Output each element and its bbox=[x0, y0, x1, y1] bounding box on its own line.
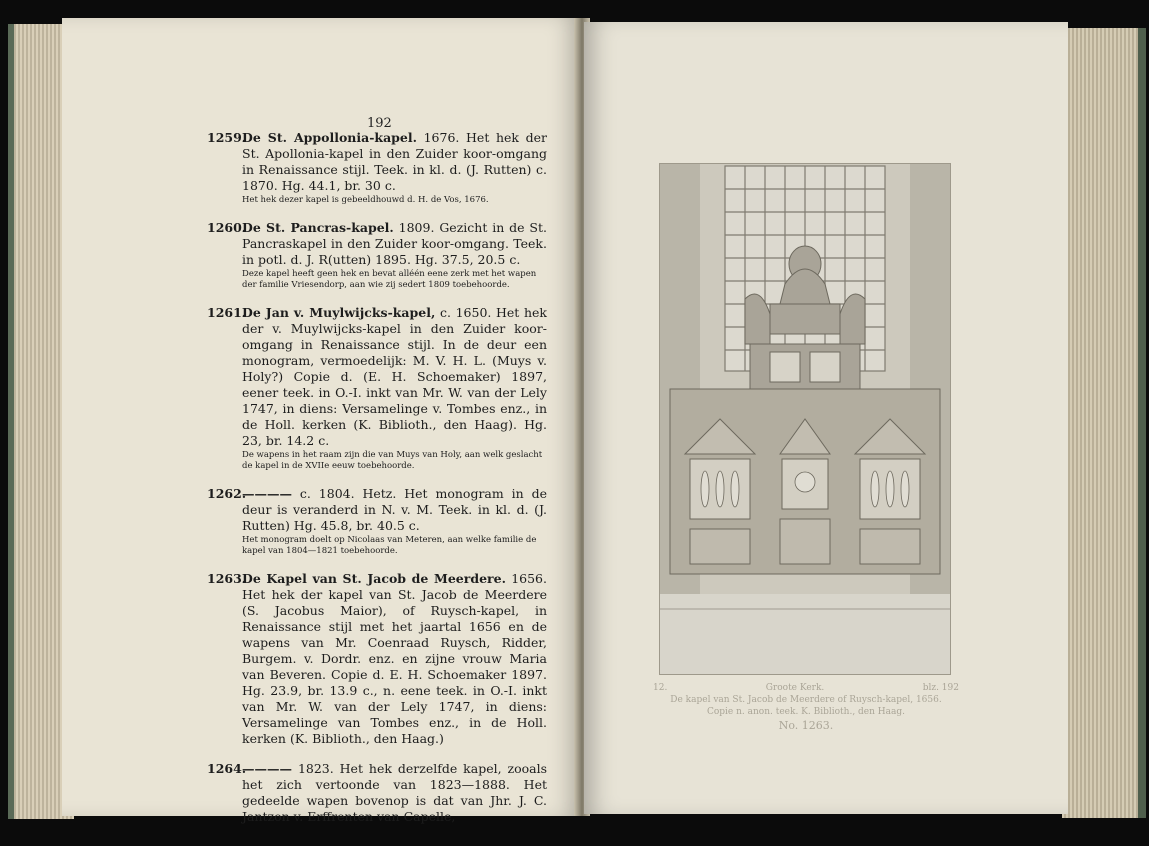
catalogue-entry bbox=[207, 220, 547, 291]
caption-line-2: Copie n. anon. teek. K. Biblioth., den Haag. bbox=[706, 707, 905, 717]
caption-plate-number: 12. bbox=[653, 683, 668, 693]
entry-number: 1264. bbox=[207, 761, 247, 776]
caption-page-ref: blz. 192 bbox=[922, 683, 959, 693]
caption-header bbox=[653, 682, 959, 694]
entry-text bbox=[212, 761, 547, 825]
catalogue-entry bbox=[207, 571, 547, 747]
entry-title: De Jan v. Muylwijcks-kapel, bbox=[242, 305, 436, 320]
entry-note: Het monogram doelt op Nicolaas van Meteren, aan welke familie de kapel van 1804—1821 toebehoorde. bbox=[242, 535, 537, 556]
entry-number: 1260. bbox=[207, 220, 247, 235]
entry-title: ———— bbox=[242, 761, 292, 776]
entry-body: 1656. Het hek der kapel van St. Jacob de Meerdere (S. Jacobus Maior), of Ruysch-kapel, in Renaissance stijl met het jaartal 1656 en de wapens van Mr. Coenraad Ruysch, Ridder, Burgem. v. Dordr. enz. en zijne vrouw Maria van Beveren. Copie d. E. H. Schoemaker 1897. Hg. 23.9, br. 13.9 c., n. eene teek. in O.-I. inkt van Mr. W. van der Lely 1747, in diens: Versamelinge van Tombes enz., in de Holl. kerken (K. Biblioth., den Haag.) bbox=[242, 571, 547, 746]
entry-text bbox=[212, 486, 547, 534]
entry-note: Het hek dezer kapel is gebeeldhouwd d. H. de Vos, 1676. bbox=[242, 195, 489, 205]
catalogue-entry bbox=[207, 305, 547, 472]
entry-title: De Kapel van St. Jacob de Meerdere. bbox=[242, 571, 506, 586]
entry-body: c. 1650. Het hek der v. Muylwijcks-kapel in den Zuider koor-omgang in Renaissance stijl. In de deur een monogram, vermoedelijk: M. V. H. L. (Muys v. Holy?) Copie d. (E. H. Schoemaker) 1897, eener teek. in O.-I. inkt van Mr. W. van der Lely 1747, in diens: Versamelinge v. Tombes enz., in de Holl. kerken (K. Biblioth., den Haag). Hg. 23, br. 14.2 c. bbox=[242, 305, 547, 448]
catalogue-entry bbox=[207, 761, 547, 825]
catalogue-entry bbox=[207, 486, 547, 557]
chapel-screen-illustration bbox=[660, 164, 950, 674]
entry-note: Deze kapel heeft geen hek en bevat alléén eene zerk met het wapen der familie Vriesendorp, aan wie zij sedert 1809 toebehoorde. bbox=[242, 269, 537, 290]
caption-line-1: De kapel van St. Jacob de Meerdere of Ruysch-kapel, 1656. bbox=[670, 695, 942, 705]
plate-illustration bbox=[659, 163, 951, 675]
entry-number: 1263. bbox=[207, 571, 247, 586]
entry-body: c. 1804. Hetz. Het monogram in de deur is veranderd in N. v. M. Teek. in kl. d. (J. Rutten) Hg. 45.8, br. 40.5 c. bbox=[242, 486, 547, 533]
entry-number: 1262. bbox=[207, 486, 247, 501]
entry-body: 1809. Gezicht in de St. Pancraskapel in den Zuider koor-omgang. Teek. in potl. d. J. R(utten) 1895. Hg. 37.5, 20.5 c. bbox=[242, 220, 547, 267]
caption-title: Groote Kerk. bbox=[765, 683, 825, 693]
plate-caption bbox=[653, 682, 959, 732]
entry-number: 1261. bbox=[207, 305, 247, 320]
entry-text bbox=[212, 130, 547, 194]
entry-title: De St. Appollonia-kapel. bbox=[242, 130, 417, 145]
page-number: 192 bbox=[367, 116, 392, 131]
caption-catalogue-number: No. 1263. bbox=[778, 719, 834, 732]
entry-title: De St. Pancras-kapel. bbox=[242, 220, 394, 235]
entry-body: 1676. Het hek der St. Apollonia-kapel in den Zuider koor-omgang in Renaissance stijl. Teek. in kl. d. (J. Rutten) c. 1870. Hg. 44.1, br. 30 c. bbox=[242, 130, 547, 193]
book-edge-right bbox=[1062, 28, 1146, 818]
entry-text bbox=[212, 571, 547, 747]
catalogue-entries bbox=[207, 130, 547, 839]
entry-title: ———— bbox=[242, 486, 292, 501]
catalogue-entry bbox=[207, 130, 547, 206]
entry-body: 1823. Het hek derzelfde kapel, zooals het zich vertoonde van 1823—1888. Het gedeelde wapen bovenop is dat van Jhr. J. C. Jantzon v. Erffrenten van Capelle, bbox=[242, 761, 547, 824]
entry-text bbox=[212, 220, 547, 268]
entry-text bbox=[212, 305, 547, 449]
entry-number: 1259. bbox=[207, 130, 247, 145]
entry-note: De wapens in het raam zijn die van Muys van Holy, aan welk geslacht de kapel in de XVIIe eeuw toebehoorde. bbox=[242, 450, 543, 471]
